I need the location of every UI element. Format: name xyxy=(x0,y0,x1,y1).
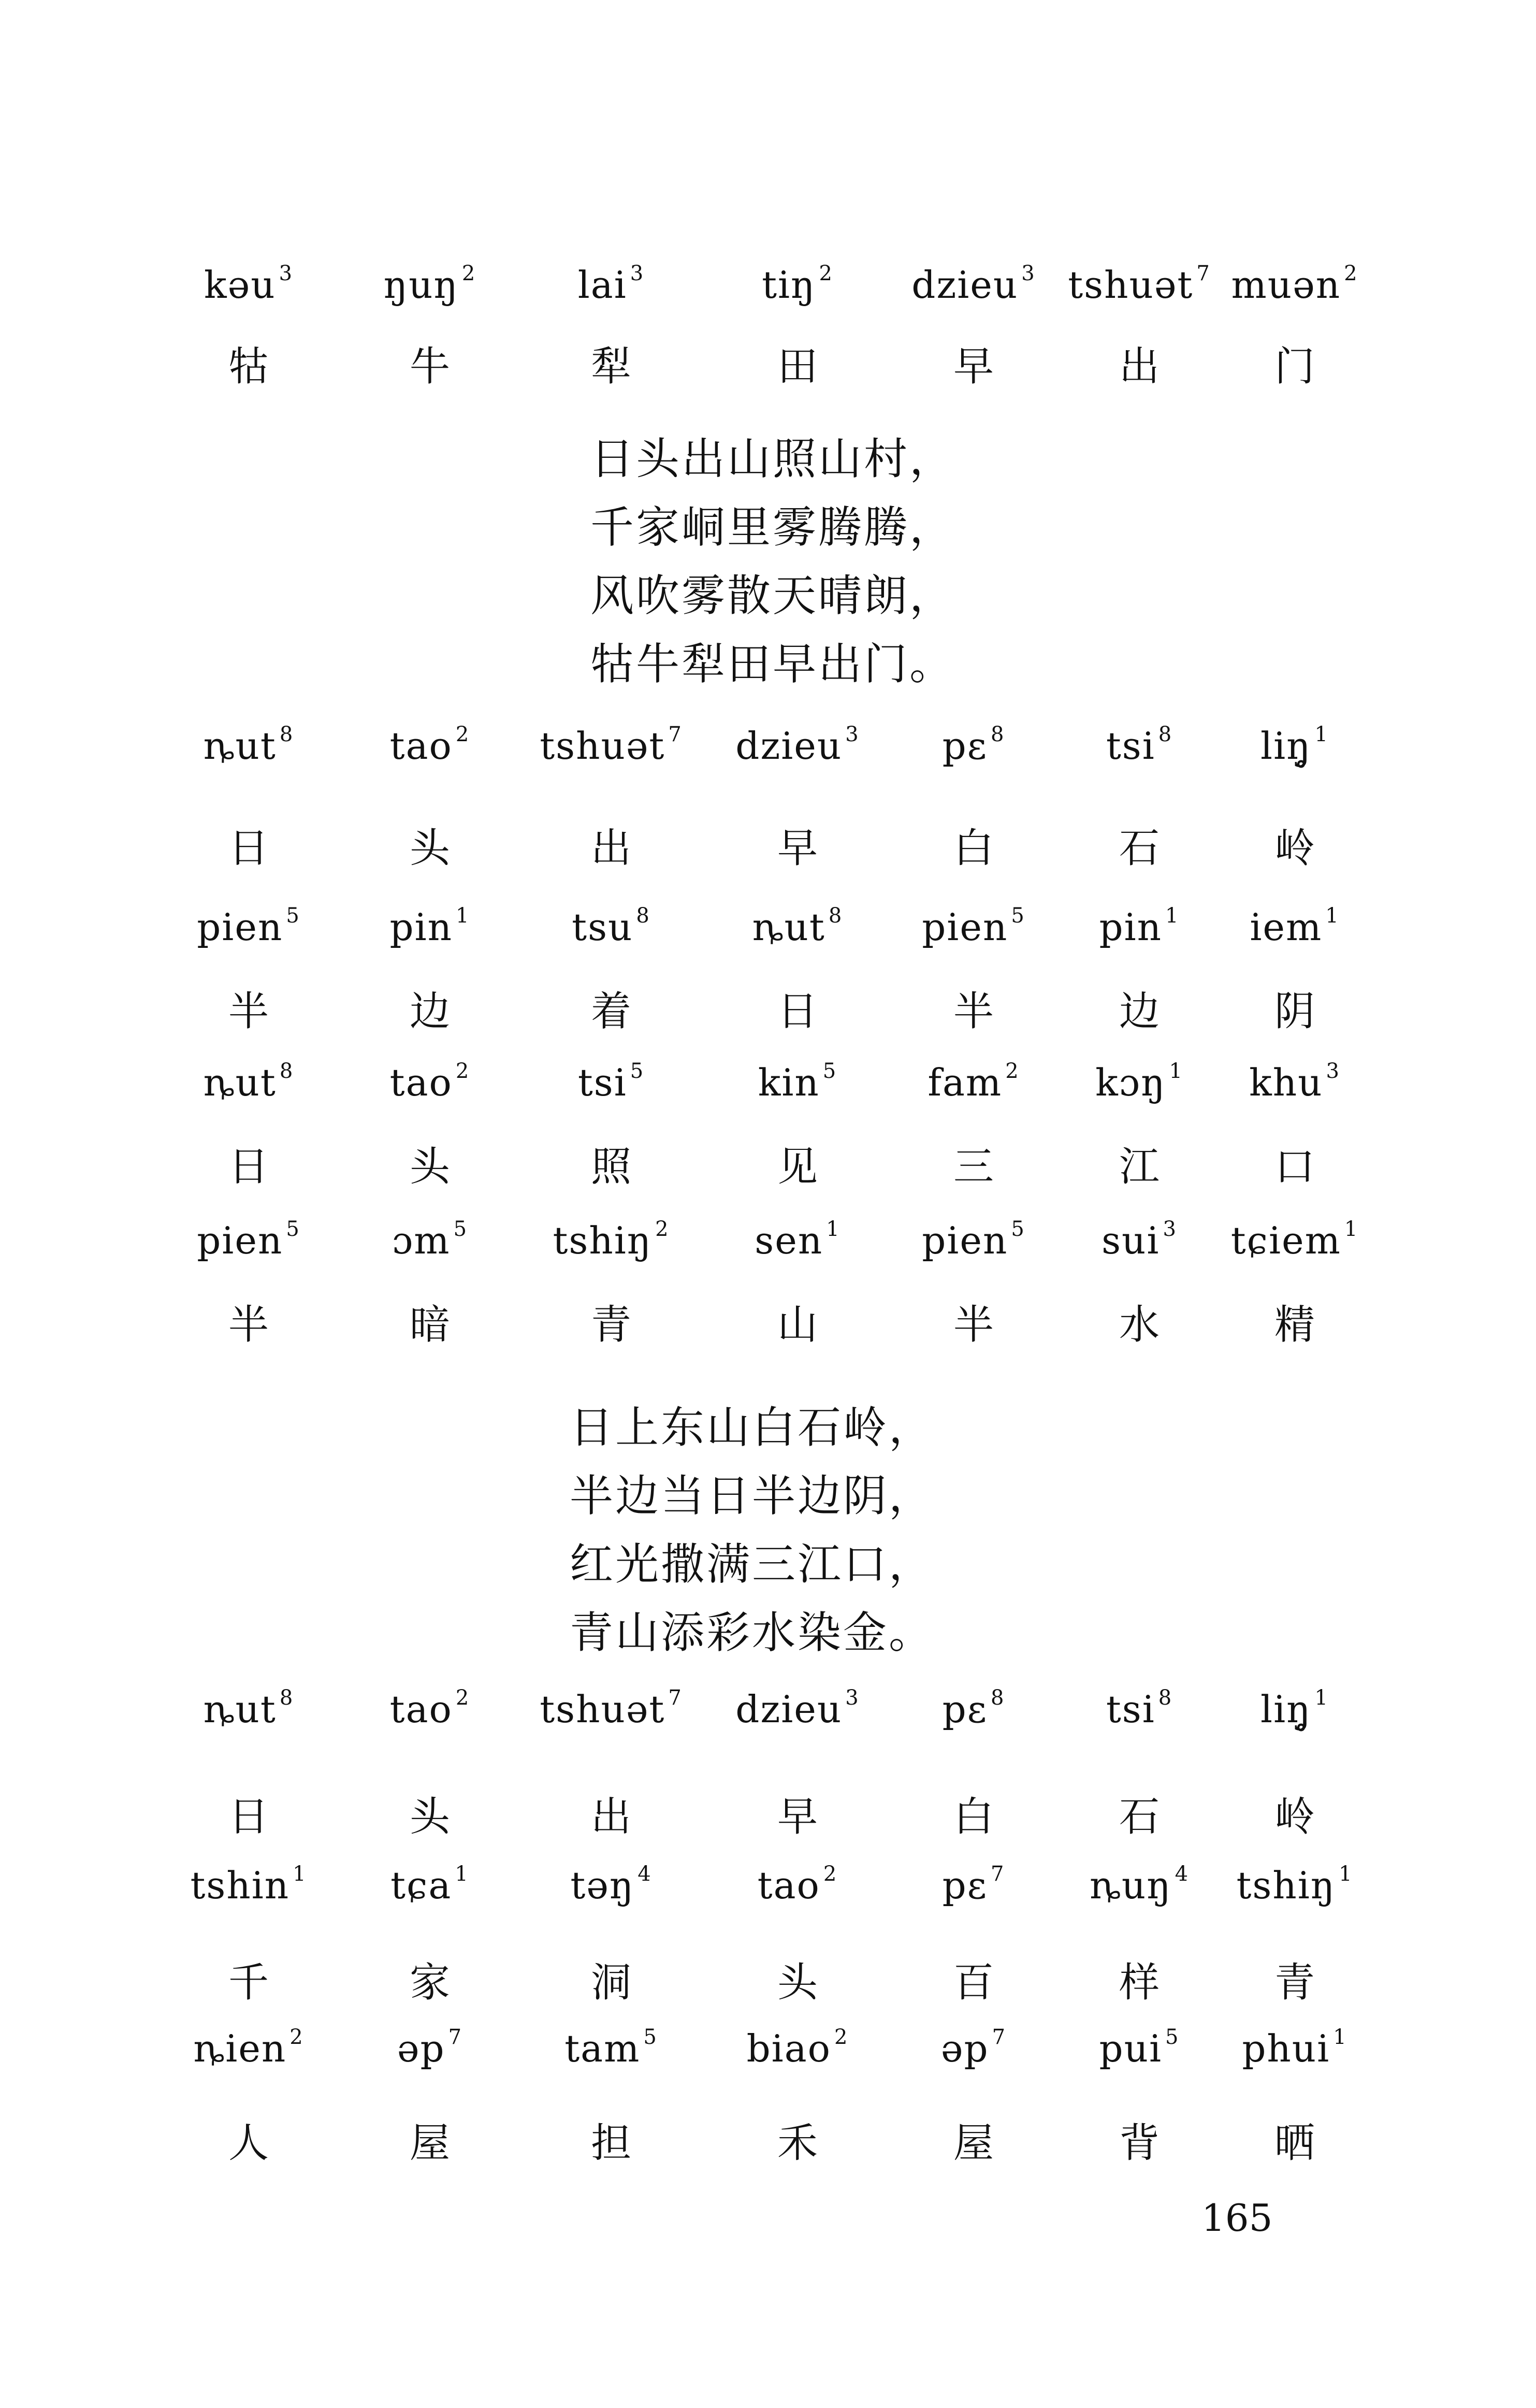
hanzi-character: 日 xyxy=(228,1794,269,1840)
tone-number: 1 xyxy=(1325,904,1340,928)
romanized-syllable xyxy=(1051,1686,1227,1731)
tone-number: 1 xyxy=(1333,2025,1347,2049)
syllable-text: pin xyxy=(389,905,453,949)
tone-number: 5 xyxy=(643,2025,658,2049)
romanized-syllable xyxy=(1207,1862,1383,1907)
syllable-text: phui xyxy=(1242,2027,1330,2070)
tone-number: 8 xyxy=(990,1686,1005,1710)
romanized-syllable xyxy=(709,1862,886,1907)
tone-number: 1 xyxy=(293,1862,307,1886)
tone-number: 3 xyxy=(845,1686,860,1710)
syllable-text: pien xyxy=(922,905,1008,949)
hanzi-character: 青 xyxy=(590,1302,631,1348)
hanzi-character: 担 xyxy=(590,2120,631,2167)
tone-number: 3 xyxy=(630,262,645,285)
romanization-row xyxy=(0,262,1536,324)
romanized-syllable xyxy=(1207,1059,1383,1104)
verse-stanza xyxy=(570,1393,1088,1667)
hanzi-character: 田 xyxy=(777,343,818,390)
syllable-text: kin xyxy=(758,1061,820,1104)
romanized-syllable xyxy=(523,2025,699,2070)
syllable-text: tsi xyxy=(577,1061,627,1104)
hanzi-character: 出 xyxy=(590,825,631,872)
romanization-row xyxy=(0,1862,1536,1924)
hanzi-character: 早 xyxy=(777,825,818,872)
syllable-text: dzieu xyxy=(735,1688,843,1731)
hanzi-character: 日 xyxy=(228,825,269,872)
romanized-syllable xyxy=(886,1217,1062,1262)
romanized-syllable xyxy=(161,262,337,307)
hanzi-row xyxy=(0,1292,1536,1354)
syllable-text: liŋ̥ xyxy=(1260,724,1312,768)
hanzi-character: 早 xyxy=(953,343,994,390)
romanized-syllable xyxy=(342,1686,518,1731)
hanzi-character: 人 xyxy=(228,2120,269,2167)
romanized-syllable xyxy=(1051,904,1227,949)
romanized-syllable xyxy=(709,1217,886,1262)
verse-line: 红光撒满三江口， xyxy=(570,1539,935,1590)
syllable-text: əp xyxy=(940,2027,989,2070)
tone-number: 5 xyxy=(1011,904,1025,928)
tone-number: 1 xyxy=(1165,904,1180,928)
syllable-text: liŋ̥ xyxy=(1260,1688,1312,1731)
tone-number: 7 xyxy=(668,1686,683,1710)
romanization-row xyxy=(0,904,1536,966)
romanized-syllable xyxy=(1207,904,1383,949)
hanzi-character: 口 xyxy=(1274,1144,1315,1190)
hanzi-character: 照 xyxy=(590,1144,631,1190)
tone-number: 5 xyxy=(453,1217,468,1241)
romanization-row xyxy=(0,723,1536,785)
tone-number: 4 xyxy=(1175,1862,1190,1886)
hanzi-character: 出 xyxy=(1119,343,1160,390)
romanized-syllable xyxy=(1051,1059,1227,1104)
hanzi-character: 岭 xyxy=(1274,1794,1315,1840)
tone-number: 8 xyxy=(279,723,294,746)
hanzi-character: 岭 xyxy=(1274,825,1315,872)
tone-number: 2 xyxy=(655,1217,670,1241)
syllable-text: ɔm xyxy=(392,1219,451,1262)
romanized-syllable xyxy=(1207,1686,1383,1731)
romanized-syllable xyxy=(886,2025,1062,2070)
hanzi-character: 白 xyxy=(953,825,994,872)
hanzi-character: 见 xyxy=(777,1144,818,1190)
romanization-row xyxy=(0,1059,1536,1121)
tone-number: 2 xyxy=(1005,1059,1020,1083)
romanized-syllable xyxy=(161,723,337,768)
tone-number: 7 xyxy=(990,1862,1005,1886)
hanzi-row xyxy=(0,816,1536,878)
hanzi-character: 洞 xyxy=(590,1959,631,2006)
syllable-text: tshin xyxy=(190,1864,290,1907)
romanized-syllable xyxy=(709,904,886,949)
romanized-syllable xyxy=(161,1686,337,1731)
romanized-syllable xyxy=(886,262,1062,307)
syllable-text: tɕiem xyxy=(1230,1219,1341,1262)
tone-number: 1 xyxy=(1314,723,1329,746)
hanzi-character: 石 xyxy=(1119,825,1160,872)
tone-number: 2 xyxy=(461,262,476,285)
romanized-syllable xyxy=(342,262,518,307)
hanzi-character: 头 xyxy=(409,1794,450,1840)
romanized-syllable xyxy=(886,904,1062,949)
romanized-syllable xyxy=(886,723,1062,768)
hanzi-character: 半 xyxy=(953,988,994,1035)
page-number: 165 xyxy=(1201,2196,1273,2240)
romanized-syllable xyxy=(1207,262,1383,307)
tone-number: 5 xyxy=(630,1059,645,1083)
hanzi-character: 着 xyxy=(590,988,631,1035)
hanzi-character: 暗 xyxy=(409,1302,450,1348)
tone-number: 5 xyxy=(822,1059,837,1083)
romanized-syllable xyxy=(161,1217,337,1262)
hanzi-character: 三 xyxy=(953,1144,994,1190)
verse-line: 青山添彩水染金。 xyxy=(570,1607,935,1658)
syllable-text: tsu xyxy=(572,905,633,949)
syllable-text: tam xyxy=(564,2027,641,2070)
romanized-syllable xyxy=(523,723,699,768)
romanized-syllable xyxy=(523,1059,699,1104)
syllable-text: sen xyxy=(755,1219,823,1262)
syllable-text: tshiŋ xyxy=(553,1219,653,1262)
hanzi-character: 精 xyxy=(1274,1302,1315,1348)
hanzi-character: 石 xyxy=(1119,1794,1160,1840)
tone-number: 2 xyxy=(455,1686,470,1710)
syllable-text: tshuət xyxy=(540,1688,665,1731)
romanized-syllable xyxy=(1051,1217,1227,1262)
hanzi-character: 日 xyxy=(228,1144,269,1190)
romanized-syllable xyxy=(342,904,518,949)
syllable-text: tshuət xyxy=(1068,263,1194,307)
hanzi-character: 出 xyxy=(590,1794,631,1840)
tone-number: 2 xyxy=(289,2025,304,2049)
romanized-syllable xyxy=(1051,1862,1227,1907)
romanized-syllable xyxy=(523,1217,699,1262)
tone-number: 3 xyxy=(279,262,294,285)
syllable-text: sui xyxy=(1102,1219,1160,1262)
tone-number: 3 xyxy=(1021,262,1036,285)
syllable-text: ȵut xyxy=(203,1061,277,1104)
hanzi-row xyxy=(0,1134,1536,1196)
romanized-syllable xyxy=(1051,262,1227,307)
hanzi-character: 边 xyxy=(1119,988,1160,1035)
syllable-text: pin xyxy=(1099,905,1163,949)
syllable-text: pɛ xyxy=(942,1864,988,1907)
hanzi-character: 半 xyxy=(953,1302,994,1348)
romanized-syllable xyxy=(161,1059,337,1104)
syllable-text: fam xyxy=(928,1061,1003,1104)
romanized-syllable xyxy=(523,1862,699,1907)
syllable-text: khu xyxy=(1249,1061,1323,1104)
tone-number: 8 xyxy=(1158,1686,1173,1710)
syllable-text: lai xyxy=(577,263,627,307)
romanized-syllable xyxy=(161,2025,337,2070)
romanization-row xyxy=(0,1686,1536,1748)
hanzi-character: 禾 xyxy=(777,2120,818,2167)
hanzi-character: 背 xyxy=(1119,2120,1160,2167)
hanzi-character: 头 xyxy=(409,825,450,872)
hanzi-character: 犁 xyxy=(590,343,631,390)
romanized-syllable xyxy=(342,1862,518,1907)
romanized-syllable xyxy=(523,1686,699,1731)
tone-number: 3 xyxy=(1163,1217,1177,1241)
tone-number: 3 xyxy=(845,723,860,746)
syllable-text: ȵut xyxy=(752,905,825,949)
romanization-row xyxy=(0,1217,1536,1279)
syllable-text: dzieu xyxy=(911,263,1019,307)
hanzi-character: 家 xyxy=(409,1959,450,2006)
hanzi-character: 江 xyxy=(1119,1144,1160,1190)
tone-number: 1 xyxy=(826,1217,841,1241)
romanized-syllable xyxy=(342,1217,518,1262)
tone-number: 8 xyxy=(828,904,843,928)
verse-line: 千家峒里雾腾腾， xyxy=(590,502,955,553)
syllable-text: pien xyxy=(197,905,283,949)
syllable-text: pien xyxy=(922,1219,1008,1262)
romanized-syllable xyxy=(1207,723,1383,768)
hanzi-character: 日 xyxy=(777,988,818,1035)
hanzi-character: 样 xyxy=(1119,1959,1160,2006)
hanzi-row xyxy=(0,1784,1536,1847)
verse-line: 半边当日半边阴， xyxy=(570,1470,935,1521)
tone-number: 4 xyxy=(637,1862,652,1886)
tone-number: 1 xyxy=(1339,1862,1353,1886)
syllable-text: dzieu xyxy=(735,724,843,768)
hanzi-character: 千 xyxy=(228,1959,269,2006)
syllable-text: muən xyxy=(1231,263,1341,307)
syllable-text: tsi xyxy=(1106,724,1155,768)
syllable-text: tiŋ xyxy=(762,263,816,307)
romanized-syllable xyxy=(709,723,886,768)
hanzi-character: 早 xyxy=(777,1794,818,1840)
hanzi-character: 百 xyxy=(953,1959,994,2006)
hanzi-character: 水 xyxy=(1119,1302,1160,1348)
syllable-text: pɛ xyxy=(942,724,988,768)
tone-number: 2 xyxy=(455,1059,470,1083)
hanzi-character: 牯 xyxy=(228,343,269,390)
tone-number: 5 xyxy=(1165,2025,1180,2049)
romanized-syllable xyxy=(523,262,699,307)
tone-number: 2 xyxy=(819,262,833,285)
hanzi-row xyxy=(0,979,1536,1041)
tone-number: 5 xyxy=(1011,1217,1025,1241)
tone-number: 2 xyxy=(834,2025,849,2049)
hanzi-row xyxy=(0,2111,1536,2173)
hanzi-character: 屋 xyxy=(409,2120,450,2167)
tone-number: 7 xyxy=(992,2025,1007,2049)
syllable-text: tao xyxy=(389,724,453,768)
romanized-syllable xyxy=(709,262,886,307)
syllable-text: tao xyxy=(389,1061,453,1104)
hanzi-row xyxy=(0,334,1536,396)
verse-line: 风吹雾散天晴朗， xyxy=(590,570,955,621)
romanized-syllable xyxy=(342,1059,518,1104)
syllable-text: pui xyxy=(1099,2027,1163,2070)
syllable-text: iem xyxy=(1250,905,1323,949)
hanzi-character: 半 xyxy=(228,988,269,1035)
syllable-text: əp xyxy=(397,2027,445,2070)
syllable-text: tao xyxy=(389,1688,453,1731)
hanzi-character: 青 xyxy=(1274,1959,1315,2006)
tone-number: 7 xyxy=(668,723,683,746)
romanized-syllable xyxy=(1207,2025,1383,2070)
syllable-text: ȵuŋ xyxy=(1089,1864,1172,1907)
hanzi-character: 晒 xyxy=(1274,2120,1315,2167)
romanized-syllable xyxy=(886,1862,1062,1907)
tone-number: 1 xyxy=(455,1862,469,1886)
syllable-text: ŋuŋ xyxy=(383,263,459,307)
tone-number: 8 xyxy=(636,904,650,928)
tone-number: 2 xyxy=(823,1862,838,1886)
syllable-text: tɕa xyxy=(390,1864,452,1907)
tone-number: 3 xyxy=(1326,1059,1340,1083)
tone-number: 5 xyxy=(286,904,300,928)
hanzi-row xyxy=(0,1950,1536,2012)
tone-number: 1 xyxy=(1344,1217,1359,1241)
syllable-text: pɛ xyxy=(942,1688,988,1731)
hanzi-character: 头 xyxy=(409,1144,450,1190)
syllable-text: pien xyxy=(197,1219,283,1262)
romanized-syllable xyxy=(1207,1217,1383,1262)
romanized-syllable xyxy=(1051,2025,1227,2070)
syllable-text: ȵut xyxy=(203,1688,277,1731)
hanzi-character: 头 xyxy=(777,1959,818,2006)
syllable-text: tsi xyxy=(1106,1688,1155,1731)
tone-number: 8 xyxy=(279,1059,294,1083)
romanized-syllable xyxy=(161,904,337,949)
syllable-text: təŋ xyxy=(570,1864,635,1907)
tone-number: 7 xyxy=(1196,262,1211,285)
syllable-text: kəu xyxy=(204,263,276,307)
hanzi-character: 山 xyxy=(777,1302,818,1348)
romanized-syllable xyxy=(886,1686,1062,1731)
romanized-syllable xyxy=(161,1862,337,1907)
hanzi-character: 边 xyxy=(409,988,450,1035)
tone-number: 2 xyxy=(455,723,470,746)
romanized-syllable xyxy=(709,1059,886,1104)
hanzi-character: 半 xyxy=(228,1302,269,1348)
romanization-row xyxy=(0,2025,1536,2087)
verse-line: 牯牛犁田早出门。 xyxy=(590,639,955,689)
tone-number: 1 xyxy=(1169,1059,1183,1083)
verse-line: 日头出山照山村， xyxy=(590,434,955,484)
syllable-text: tshiŋ xyxy=(1236,1864,1336,1907)
romanized-syllable xyxy=(886,1059,1062,1104)
hanzi-character: 阴 xyxy=(1274,988,1315,1035)
hanzi-character: 白 xyxy=(953,1794,994,1840)
syllable-text: ȵien xyxy=(193,2027,287,2070)
romanized-syllable xyxy=(342,2025,518,2070)
syllable-text: tshuət xyxy=(540,724,665,768)
tone-number: 2 xyxy=(1344,262,1358,285)
syllable-text: kɔŋ xyxy=(1095,1061,1166,1104)
syllable-text: biao xyxy=(746,2027,831,2070)
hanzi-character: 牛 xyxy=(409,343,450,390)
romanized-syllable xyxy=(709,1686,886,1731)
tone-number: 7 xyxy=(448,2025,463,2049)
verse-line: 日上东山白石岭， xyxy=(570,1402,935,1453)
hanzi-character: 屋 xyxy=(953,2120,994,2167)
romanized-syllable xyxy=(1051,723,1227,768)
tone-number: 1 xyxy=(1314,1686,1329,1710)
romanized-syllable xyxy=(342,723,518,768)
verse-stanza xyxy=(590,425,1108,698)
syllable-text: tao xyxy=(757,1864,820,1907)
tone-number: 5 xyxy=(286,1217,300,1241)
tone-number: 8 xyxy=(279,1686,294,1710)
romanized-syllable xyxy=(523,904,699,949)
romanized-syllable xyxy=(709,2025,886,2070)
tone-number: 1 xyxy=(456,904,470,928)
syllable-text: ȵut xyxy=(203,724,277,768)
tone-number: 8 xyxy=(990,723,1005,746)
tone-number: 8 xyxy=(1158,723,1173,746)
hanzi-character: 门 xyxy=(1274,343,1315,390)
